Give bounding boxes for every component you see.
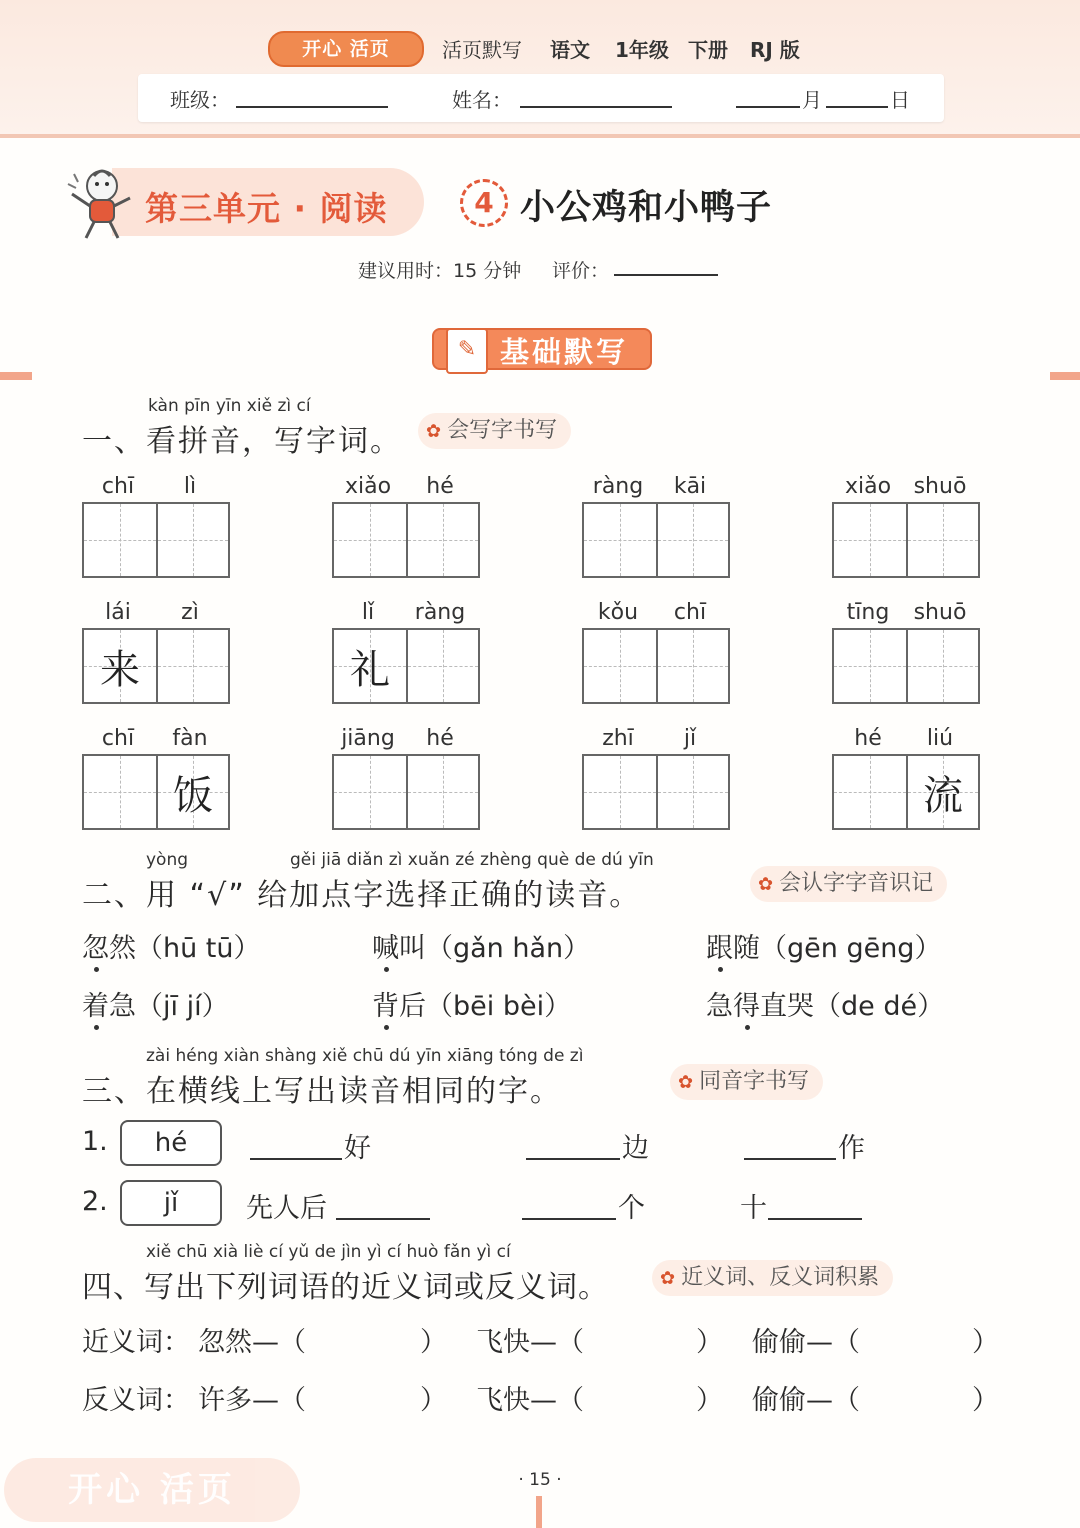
q2-pinyin-options[interactable]: （jī jí） bbox=[136, 991, 229, 1022]
name-field[interactable] bbox=[520, 106, 672, 108]
lesson-title: 小公鸡和小鸭子 bbox=[520, 188, 773, 228]
q2-word-part: 随 bbox=[733, 933, 760, 964]
q1-pinyin-syllable: ràng bbox=[592, 474, 644, 499]
q1-pinyin-syllable: kāi bbox=[673, 474, 707, 499]
q4-text: 四、写出下列词语的近义词或反义词。 bbox=[82, 1270, 609, 1305]
q2-dotted-char: 着 bbox=[82, 991, 109, 1022]
q3-row2-word-a: 先人后 bbox=[246, 1193, 327, 1224]
q2-word-part: 叫 bbox=[399, 933, 426, 964]
pen-icon: ✎ bbox=[446, 328, 488, 374]
q1-pinyin-syllable: lì bbox=[183, 474, 197, 499]
q2-pinyin-options[interactable]: （gēn gēng） bbox=[760, 933, 942, 964]
q1-pinyin-syllable: ràng bbox=[414, 600, 466, 625]
q2-dotted-char: 跟 bbox=[706, 933, 733, 964]
q2-item bbox=[372, 984, 571, 1023]
series-label: 活页默写 bbox=[442, 38, 522, 62]
q4-word: 偷偷—（ bbox=[752, 1327, 860, 1358]
q4-close-paren: ） bbox=[972, 1385, 999, 1416]
q2-dotted-char: 忽 bbox=[82, 933, 109, 964]
q4-close-paren: ） bbox=[972, 1327, 999, 1358]
q1-writing-cell[interactable] bbox=[84, 756, 156, 828]
subject-label: 语文 bbox=[550, 38, 590, 62]
q4-close-paren: ） bbox=[420, 1327, 447, 1358]
q4-answer-field[interactable] bbox=[596, 1380, 694, 1414]
q1-pinyin-syllable: kǒu bbox=[597, 600, 639, 625]
q1-writing-cell[interactable] bbox=[406, 756, 478, 828]
q2-item bbox=[706, 926, 941, 965]
q4-tag bbox=[652, 1260, 893, 1296]
q1-writing-cell[interactable] bbox=[656, 756, 728, 828]
q1-pinyin-syllable: lǐ bbox=[361, 600, 375, 625]
q1-writing-cell[interactable] bbox=[906, 630, 978, 702]
class-label: 班级： bbox=[170, 88, 230, 112]
bullet-icon: ✿ bbox=[426, 421, 442, 442]
q1-writing-cell[interactable] bbox=[156, 630, 228, 702]
bullet-icon: ✿ bbox=[758, 874, 774, 895]
q1-writing-cell[interactable] bbox=[906, 504, 978, 576]
q4-tag-label: 近义词、反义词积累 bbox=[681, 1265, 880, 1290]
q1-writing-cell[interactable] bbox=[656, 504, 728, 576]
q2-word-part: 后 bbox=[399, 991, 426, 1022]
q1-pinyin-syllable: zhī bbox=[602, 726, 634, 751]
q3-row2-blank-b[interactable] bbox=[522, 1188, 616, 1220]
page-tick-mark bbox=[536, 1496, 542, 1528]
q1-writing-grid bbox=[832, 502, 980, 578]
q1-pinyin-syllable: chī bbox=[101, 726, 135, 751]
page-number: · 15 · bbox=[518, 1470, 562, 1490]
q2-pinyin-b: gěi jiā diǎn zì xuǎn zé zhèng què de dú yīn bbox=[290, 850, 654, 870]
section-badge-label: 基础默写 bbox=[500, 335, 629, 369]
q1-tag bbox=[418, 413, 571, 449]
q3-text: 三、在横线上写出读音相同的字。 bbox=[82, 1074, 562, 1109]
q4-pinyin: xiě chū xià liè cí yǔ de jìn yì cí huò fǎn yì cí bbox=[146, 1242, 511, 1262]
q1-writing-cell[interactable] bbox=[584, 504, 656, 576]
q2-pinyin-options[interactable]: （hū tū） bbox=[136, 933, 261, 964]
q3-row2-pinyin-box: jǐ bbox=[120, 1180, 222, 1226]
q1-writing-grid bbox=[832, 754, 980, 830]
q3-row2-blank-a[interactable] bbox=[336, 1188, 430, 1220]
q3-row1-blank-c[interactable] bbox=[744, 1128, 836, 1160]
q1-writing-cell[interactable] bbox=[84, 504, 156, 576]
q1-writing-cell[interactable] bbox=[906, 756, 978, 828]
q1-cell-char: 礼 bbox=[350, 646, 390, 693]
q2-pinyin-options[interactable]: （de dé） bbox=[814, 991, 945, 1022]
month-label: 月 bbox=[802, 88, 822, 112]
q1-writing-cell[interactable] bbox=[334, 504, 406, 576]
q1-writing-grid bbox=[332, 754, 480, 830]
q1-writing-cell[interactable] bbox=[584, 756, 656, 828]
q1-writing-cell[interactable] bbox=[656, 630, 728, 702]
q4-close-paren: ） bbox=[420, 1385, 447, 1416]
q1-pinyin-syllable: xiǎo bbox=[844, 474, 892, 499]
bullet-icon: ✿ bbox=[678, 1072, 694, 1093]
name-label: 姓名： bbox=[452, 88, 512, 112]
q1-writing-grid bbox=[82, 754, 230, 830]
q1-writing-cell[interactable] bbox=[334, 756, 406, 828]
q1-writing-cell[interactable] bbox=[84, 630, 156, 702]
q4-row-label: 近义词： bbox=[82, 1327, 190, 1358]
q3-row1-word-a: 好 bbox=[344, 1133, 371, 1164]
q4-word: 许多—（ bbox=[198, 1385, 306, 1416]
q4-word: 飞快—（ bbox=[476, 1327, 584, 1358]
q1-pinyin-syllable: hé bbox=[854, 726, 882, 751]
q3-row2-word-b: 个 bbox=[618, 1193, 645, 1224]
q1-writing-grid bbox=[582, 502, 730, 578]
q1-pinyin-syllable: lái bbox=[105, 600, 131, 625]
q1-writing-grid bbox=[832, 628, 980, 704]
q2-pinyin-a: yòng bbox=[146, 850, 189, 870]
q3-row1-blank-a[interactable] bbox=[250, 1128, 342, 1160]
q2-item bbox=[372, 926, 590, 965]
q1-writing-grid bbox=[582, 754, 730, 830]
q4-word: 忽然—（ bbox=[198, 1327, 306, 1358]
time-hint: 建议用时：15 分钟 bbox=[358, 260, 522, 282]
q2-tag-label: 会认字字音识记 bbox=[779, 871, 934, 896]
q1-pinyin-syllable: shuō bbox=[913, 600, 967, 625]
q1-pinyin-syllable: hé bbox=[426, 474, 454, 499]
q1-pinyin-syllable: chī bbox=[673, 600, 707, 625]
q1-pinyin-syllable: jǐ bbox=[683, 726, 697, 751]
q1-writing-cell[interactable] bbox=[834, 756, 906, 828]
q1-writing-cell[interactable] bbox=[584, 630, 656, 702]
q3-row1-word-b: 边 bbox=[622, 1133, 649, 1164]
day-field[interactable] bbox=[826, 106, 888, 108]
q1-writing-grid bbox=[82, 502, 230, 578]
q2-word-part: 急 bbox=[706, 991, 733, 1022]
q2-text: 二、用 “√” 给加点字选择正确的读音。 bbox=[82, 878, 642, 913]
q2-word-part: 急 bbox=[109, 991, 136, 1022]
q2-tag bbox=[750, 866, 947, 902]
q2-word-part: 直哭 bbox=[760, 991, 814, 1022]
q1-writing-cell[interactable] bbox=[156, 504, 228, 576]
q1-writing-grid bbox=[332, 628, 480, 704]
q2-dotted-char: 得 bbox=[733, 991, 760, 1022]
q1-pinyin-syllable: shuō bbox=[913, 474, 967, 499]
q1-pinyin-syllable: jiāng bbox=[341, 726, 395, 751]
q1-writing-grid bbox=[332, 502, 480, 578]
q2-dotted-char: 背 bbox=[372, 991, 399, 1022]
day-label: 日 bbox=[890, 88, 910, 112]
q2-item bbox=[82, 926, 261, 965]
footer-logo: 开心 活页 bbox=[4, 1458, 300, 1522]
q3-pinyin: zài héng xiàn shàng xiě chū dú yīn xiāng tóng de zì bbox=[146, 1046, 584, 1066]
q4-word: 飞快—（ bbox=[476, 1385, 584, 1416]
q1-pinyin-syllable: zì bbox=[181, 600, 199, 625]
q4-answer-field[interactable] bbox=[872, 1322, 970, 1356]
q4-close-paren: ） bbox=[696, 1327, 723, 1358]
volume-label: 下册 bbox=[688, 38, 728, 62]
q3-row1-word-c: 作 bbox=[838, 1133, 865, 1164]
edition-label: RJ 版 bbox=[750, 38, 800, 62]
q4-word: 偷偷—（ bbox=[752, 1385, 860, 1416]
q1-tag-label: 会写字书写 bbox=[447, 418, 558, 443]
grade-label: 1年级 bbox=[615, 38, 669, 62]
q2-item bbox=[82, 984, 229, 1023]
q1-writing-cell[interactable] bbox=[334, 630, 406, 702]
q4-row-label: 反义词： bbox=[82, 1385, 190, 1416]
unit-title: 第三单元 · 阅读 bbox=[145, 189, 388, 228]
q2-pinyin-options[interactable]: （gǎn hǎn） bbox=[426, 933, 591, 964]
month-field[interactable] bbox=[736, 106, 800, 108]
q1-writing-cell[interactable] bbox=[406, 504, 478, 576]
q2-word-part: 然 bbox=[109, 933, 136, 964]
q3-row2-num: 2. bbox=[82, 1186, 108, 1217]
eval-field[interactable] bbox=[614, 274, 718, 276]
q1-writing-cell[interactable] bbox=[834, 504, 906, 576]
right-margin-mark bbox=[1050, 372, 1080, 380]
q3-row1-num: 1. bbox=[82, 1126, 108, 1157]
q2-item bbox=[706, 984, 944, 1023]
q3-row1-pinyin-box: hé bbox=[120, 1120, 222, 1166]
q1-writing-grid bbox=[582, 628, 730, 704]
eval-label: 评价： bbox=[552, 260, 610, 282]
q3-row1-blank-b[interactable] bbox=[526, 1128, 620, 1160]
q1-writing-grid bbox=[82, 628, 230, 704]
q4-answer-field[interactable] bbox=[872, 1380, 970, 1414]
brand-logo: 开心 活页 bbox=[268, 31, 424, 67]
mascot-icon bbox=[64, 164, 136, 242]
left-margin-mark bbox=[0, 372, 32, 380]
q1-writing-cell[interactable] bbox=[834, 630, 906, 702]
q1-pinyin-syllable: liú bbox=[926, 726, 954, 751]
q4-answer-field[interactable] bbox=[320, 1322, 418, 1356]
q1-text: 一、看拼音，写字词。 bbox=[82, 424, 402, 459]
q4-answer-field[interactable] bbox=[596, 1322, 694, 1356]
q1-pinyin-syllable: xiǎo bbox=[344, 474, 392, 499]
q3-row2-blank-c[interactable] bbox=[768, 1188, 862, 1220]
lesson-number: 4 bbox=[460, 179, 508, 227]
q1-cell-char: 饭 bbox=[173, 772, 213, 819]
q1-pinyin-syllable: fàn bbox=[172, 726, 208, 751]
q3-row2-word-c: 十 bbox=[740, 1193, 767, 1224]
q1-cell-char: 来 bbox=[100, 646, 140, 693]
q1-cell-char: 流 bbox=[923, 772, 963, 819]
q1-pinyin-syllable: chī bbox=[101, 474, 135, 499]
class-field[interactable] bbox=[236, 106, 388, 108]
q1-pinyin-syllable: hé bbox=[426, 726, 454, 751]
bullet-icon: ✿ bbox=[660, 1268, 676, 1289]
q1-writing-cell[interactable] bbox=[156, 756, 228, 828]
q2-pinyin-options[interactable]: （bēi bèi） bbox=[426, 991, 572, 1022]
q4-answer-field[interactable] bbox=[320, 1380, 418, 1414]
q1-pinyin: kàn pīn yīn xiě zì cí bbox=[148, 396, 311, 416]
q4-close-paren: ） bbox=[696, 1385, 723, 1416]
info-bar bbox=[138, 74, 944, 122]
q3-tag-label: 同音字书写 bbox=[699, 1069, 810, 1094]
q1-pinyin-syllable: tīng bbox=[846, 600, 890, 625]
q1-writing-cell[interactable] bbox=[406, 630, 478, 702]
q2-dotted-char: 喊 bbox=[372, 933, 399, 964]
q3-tag bbox=[670, 1064, 823, 1100]
